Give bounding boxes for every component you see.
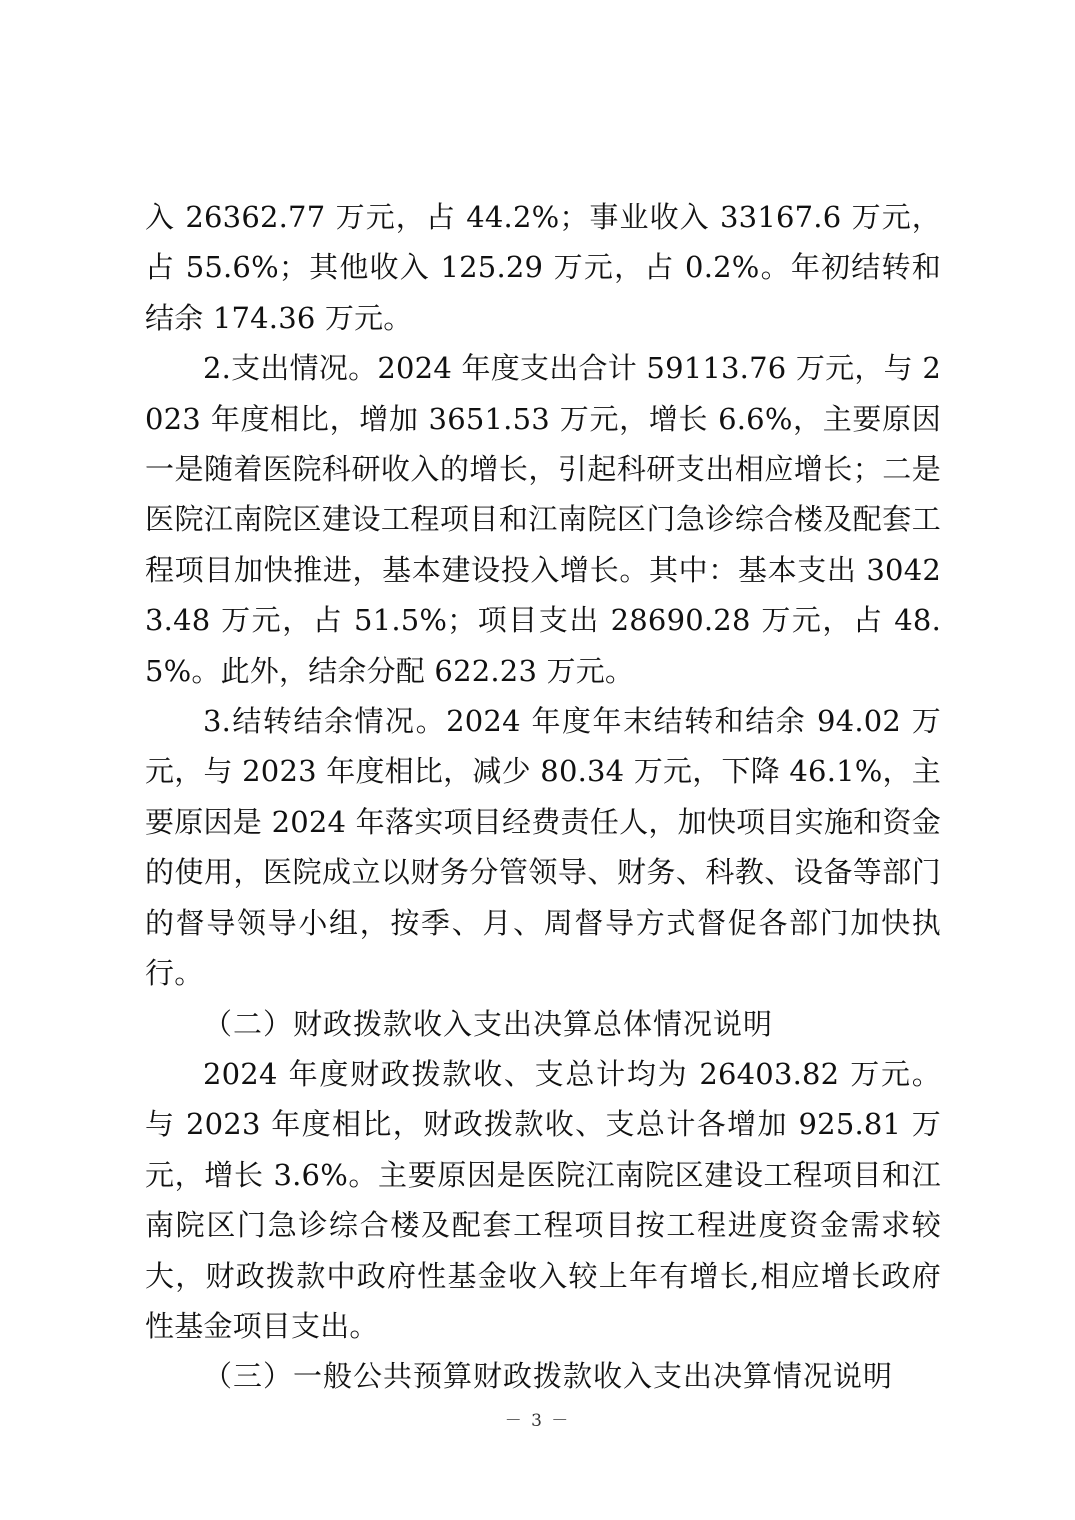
document-body <box>145 192 941 1402</box>
section-heading-3: （三）一般公共预算财政拨款收入支出决算情况说明 <box>203 1359 894 1394</box>
paragraph-income-continued: 入 26362.77 万元，占 44.2%；事业收入 33167.6 万元，占 55.6%；其他收入 125.29 万元，占 0.2%。年初结转和结余 174.36 万元。 <box>145 200 941 335</box>
section-heading-2: （二）财政拨款收入支出决算总体情况说明 <box>203 1006 774 1041</box>
paragraph-carryover-balance: 3.结转结余情况。2024 年度年末结转和结余 94.02 万元，与 2023 年度相比，减少 80.34 万元，下降 46.1%，主要原因是 2024 年落实项目经费责任人，加快项目实施和资金的使用，医院成立以财务分管领导、财务、科教、设备等部门的督导领导小组，按季、月、周督导方式督促各部门加快执行。 <box>145 704 941 991</box>
paragraph-expenditure: 2.支出情况。2024 年度支出合计 59113.76 万元，与 2023 年度相比，增加 3651.53 万元，增长 6.6%，主要原因一是随着医院科研收入的增长，引起科研支出相应增长；二是医院江南院区建设工程项目和江南院区门急诊综合楼及配套工程项目加快推进，基本建设投入增长。其中：基本支出 30423.48 万元，占 51.5%；项目支出 28690.28 万元，占 48.5%。此外，结余分配 622.23 万元。 <box>145 351 941 688</box>
paragraph-fiscal-appropriation: 2024 年度财政拨款收、支总计均为 26403.82 万元。与 2023 年度相比，财政拨款收、支总计各增加 925.81 万元，增长 3.6%。主要原因是医院江南院区建设工程项目和江南院区门急诊综合楼及配套工程项目按工程进度资金需求较大，财政拨款中政府性基金收入较上年有增长,相应增长政府性基金项目支出。 <box>145 1056 941 1343</box>
page-number: － 3 － <box>504 1411 571 1431</box>
